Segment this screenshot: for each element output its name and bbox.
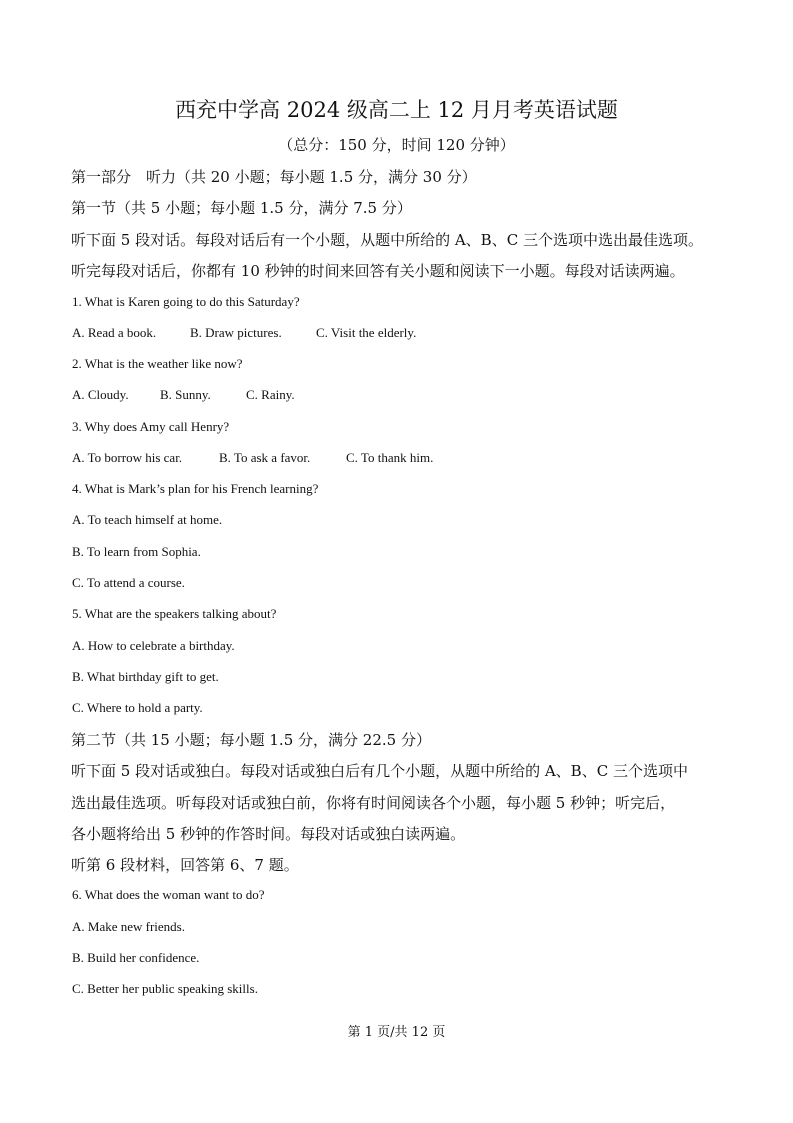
section2-instruction-line1: 听下面 5 段对话或独白。每段对话或独白后有几个小题，从题中所给的 A、B、C 三个选项中 (71, 762, 688, 780)
question-3-option-c: C. To thank him. (346, 450, 434, 465)
question-3-option-b: B. To ask a favor. (219, 450, 311, 465)
section1-heading: 第一节（共 5 小题；每小题 1.5 分，满分 7.5 分） (71, 199, 412, 217)
question-5-option-a: A. How to celebrate a birthday. (72, 638, 235, 653)
question-1-option-c: C. Visit the elderly. (316, 325, 417, 340)
question-2-option-c: C. Rainy. (246, 387, 295, 402)
question-2-stem: 2. What is the weather like now? (72, 356, 243, 371)
question-4-stem: 4. What is Mark’s plan for his French learning? (72, 481, 319, 496)
question-1-option-a: A. Read a book. (72, 325, 157, 340)
question-2-option-b: B. Sunny. (160, 387, 211, 402)
question-3-stem: 3. Why does Amy call Henry? (72, 419, 230, 434)
question-5-option-b: B. What birthday gift to get. (72, 669, 219, 684)
question-1-option-b: B. Draw pictures. (190, 325, 282, 340)
question-2-option-a: A. Cloudy. (72, 387, 129, 402)
question-6-option-b: B. Build her confidence. (72, 950, 200, 965)
page-number: 第 1 页/共 12 页 (347, 1025, 446, 1040)
question-3-option-a: A. To borrow his car. (72, 450, 183, 465)
question-6-stem: 6. What does the woman want to do? (72, 887, 265, 902)
section1-instruction-line1: 听下面 5 段对话。每段对话后有一个小题，从题中所给的 A、B、C 三个选项中选出最佳选项。 (71, 231, 703, 249)
material-6-instruction: 听第 6 段材料，回答第 6、7 题。 (71, 856, 299, 874)
question-4-option-c: C. To attend a course. (72, 575, 185, 590)
section2-heading: 第二节（共 15 小题；每小题 1.5 分，满分 22.5 分） (71, 731, 431, 749)
part1-heading: 第一部分 听力（共 20 小题；每小题 1.5 分，满分 30 分） (71, 168, 477, 186)
section2-instruction-line3: 各小题将给出 5 秒钟的作答时间。每段对话或独白读两遍。 (71, 825, 466, 843)
section2-instruction-line2: 选出最佳选项。听每段对话或独白前，你将有时间阅读各个小题，每小题 5 秒钟；听完后， (71, 794, 676, 812)
question-5-option-c: C. Where to hold a party. (72, 700, 203, 715)
exam-title: 西充中学高 2024 级高二上 12 月月考英语试题 (175, 98, 618, 122)
section1-instruction-line2: 听完每段对话后，你都有 10 秒钟的时间来回答有关小题和阅读下一小题。每段对话读两遍。 (71, 262, 685, 280)
exam-subtitle: （总分：150 分，时间 120 分钟） (278, 136, 515, 154)
question-4-option-a: A. To teach himself at home. (72, 512, 223, 527)
question-4-option-b: B. To learn from Sophia. (72, 544, 201, 559)
question-6-option-c: C. Better her public speaking skills. (72, 981, 258, 996)
question-6-option-a: A. Make new friends. (72, 919, 185, 934)
question-5-stem: 5. What are the speakers talking about? (72, 606, 277, 621)
question-1-stem: 1. What is Karen going to do this Saturday? (72, 294, 300, 309)
